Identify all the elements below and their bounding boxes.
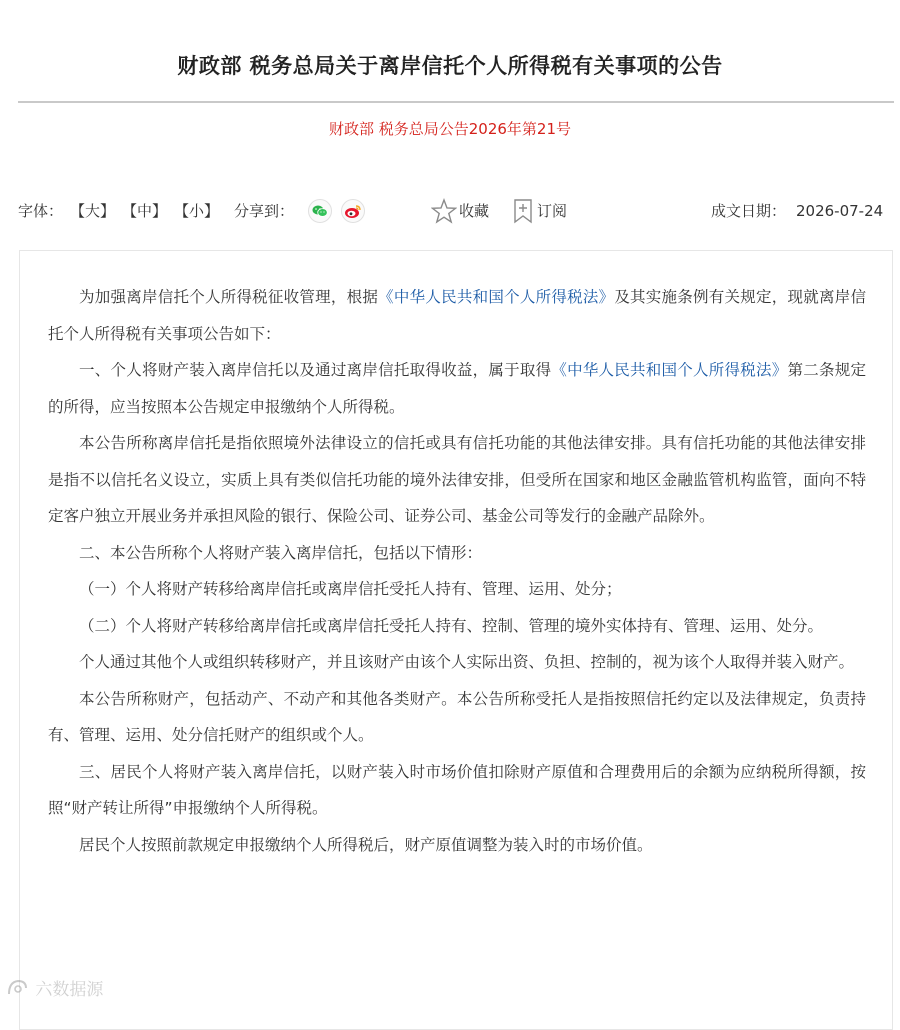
favorite-button[interactable]: 收藏: [459, 202, 490, 220]
page-title: 财政部 税务总局关于离岸信托个人所得税有关事项的公告: [177, 54, 723, 78]
subscribe-button[interactable]: 订阅: [537, 202, 568, 220]
font-size-large-button[interactable]: 【大】: [70, 202, 116, 220]
font-size-label: 字体：: [18, 202, 64, 220]
bookmark-icon[interactable]: [511, 198, 537, 224]
article-content: [19, 250, 893, 1030]
wechat-icon[interactable]: [308, 199, 332, 223]
font-size-small-button[interactable]: 【小】: [174, 202, 220, 220]
law-link[interactable]: 《中华人民共和国个人所得税法》: [378, 288, 615, 306]
paragraph-10: 居民个人按照前款规定申报缴纳个人所得税后，财产原值调整为装入时的市场价值。: [79, 835, 653, 854]
paragraph-4: 二、本公告所称个人将财产装入离岸信托，包括以下情形：: [79, 543, 483, 562]
paragraph-5: （一）个人将财产转移给离岸信托或离岸信托受托人持有、管理、运用、处分；: [79, 580, 622, 598]
share-label: 分享到：: [234, 202, 295, 220]
watermark-logo-icon: [6, 978, 30, 998]
font-size-medium-button[interactable]: 【中】: [122, 202, 168, 220]
paragraph-8: 本公告所称财产，包括动产、不动产和其他各类财产。本公告所称受托人是指按照信托约定以及法律规定，负责持有、管理、运用、处分信托财产的组织或个人。: [48, 689, 866, 744]
document-number: 财政部 税务总局公告2026年第21号: [328, 120, 572, 138]
paragraph-3: 本公告所称离岸信托是指依照境外法律设立的信托或具有信托功能的其他法律安排。具有信托功能的其他法律安排是指不以信托名义设立，实质上具有类似信托功能的境外法律安排，但受所在国家和地区金融监管机构监管，面向不特定客户独立开展业务并承担风险的银行、保险公司、证券公司、基金公司等发行的金融产品除外。: [48, 434, 866, 525]
title-divider: [18, 101, 894, 103]
watermark: 六数据源: [0, 975, 200, 1005]
paragraph-6: （二）个人将财产转移给离岸信托或离岸信托受托人持有、控制、管理的境外实体持有、管理、运用、处分。: [79, 616, 824, 635]
article-toolbar: [18, 195, 896, 227]
paragraph-1: 为加强离岸信托个人所得税征收管理，根据《中华人民共和国个人所得税法》及其实施条例有关规定，现就离岸信托个人所得税有关事项公告如下：: [48, 288, 866, 343]
weibo-icon[interactable]: [341, 199, 365, 223]
article-body: [48, 279, 866, 863]
paragraph-7: 个人通过其他个人或组织转移财产，并且该财产由该个人实际出资、负担、控制的，视为该个人取得并装入财产。: [79, 653, 855, 671]
date-label: 成文日期：: [711, 202, 787, 220]
paragraph-9: 三、居民个人将财产装入离岸信托，以财产装入时市场价值扣除财产原值和合理费用后的余额为应纳税所得额，按照“财产转让所得”申报缴纳个人所得税。: [48, 762, 866, 817]
law-link[interactable]: 《中华人民共和国个人所得税法》: [551, 361, 788, 379]
star-icon[interactable]: [431, 198, 457, 224]
paragraph-2: 一、个人将财产装入离岸信托以及通过离岸信托取得收益，属于取得《中华人民共和国个人所得税法》第二条规定的所得，应当按照本公告规定申报缴纳个人所得税。: [48, 361, 866, 416]
date-value: 2026-07-24: [796, 202, 884, 220]
